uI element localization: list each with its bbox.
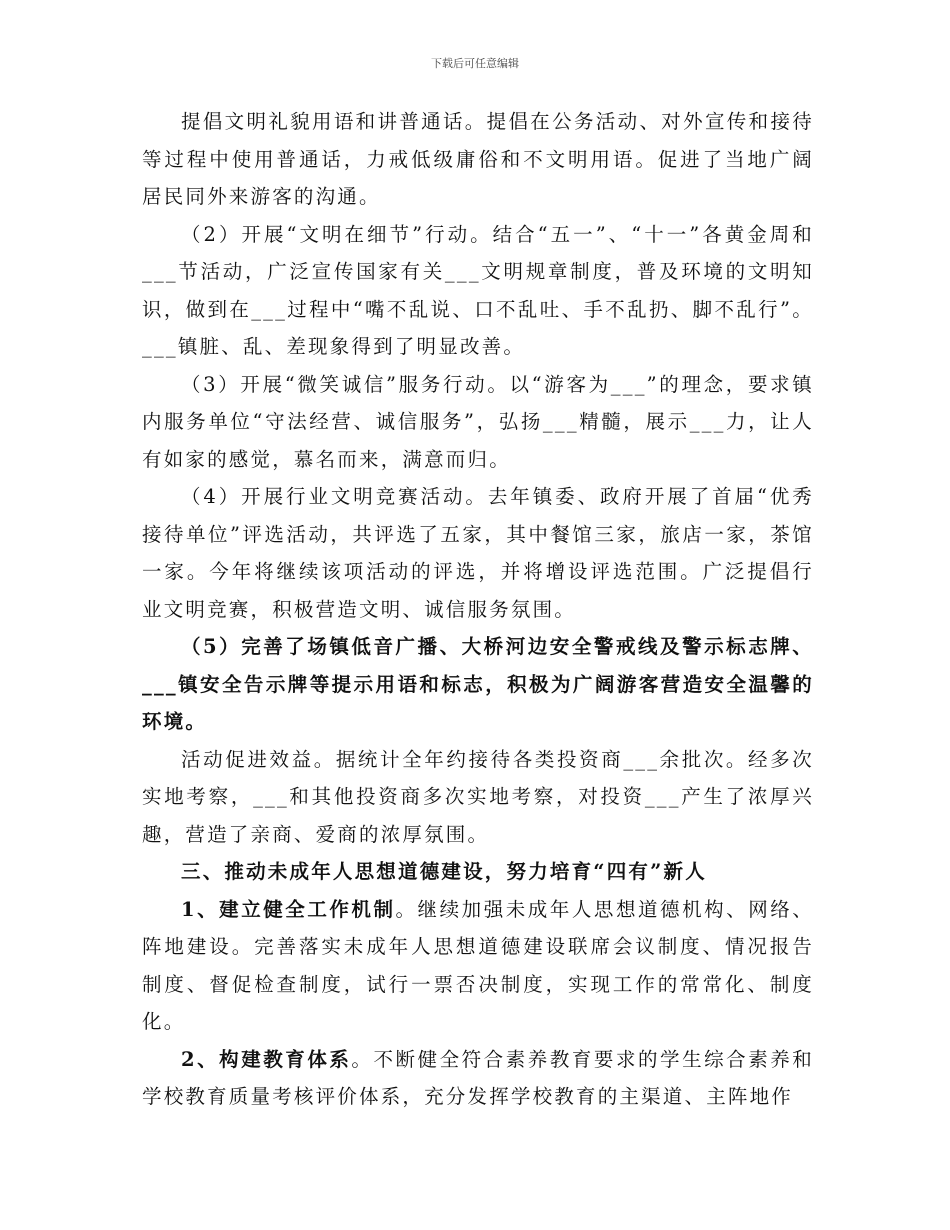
paragraph-5: （5）完善了场镇低音广播、大桥河边安全警戒线及警示标志牌、___镇安全告示牌等提示用语和标志，积极为广阔游客营造安全温馨的环境。 [142,635,814,733]
paragraph-8-lead: 1、建立健全工作机制 [181,897,396,921]
paragraph-8 [142,891,814,1041]
paragraph-8-text: 。继续加强未成年人思想道德机构、网络、阵地建设。完善落实未成年人思想道德建设联席会议制度、情况报告制度、督促检查制度，试行一票否决制度，实现工作的常常化、制度化。 [142,897,814,1033]
paragraph-3: （3）开展“微笑诚信”服务行动。以“游客为___”的理念，要求镇内服务单位“守法经营、诚信服务”，弘扬___精髓，展示___力，让人有如家的感觉，慕名而来，满意而归。 [142,372,814,471]
document-body [142,103,814,1116]
paragraph-9-text: 。不断健全符合素养教育要求的学生综合素养和学校教育质量考核评价体系，充分发挥学校教育的主渠道、主阵地作 [142,1047,814,1108]
paragraph-2: （2）开展“文明在细节”行动。结合“五一”、“十一”各黄金周和___节活动，广泛宣传国家有关___文明规章制度，普及环境的文明知识，做到在___过程中“嘴不乱说、口不乱吐、手不乱扔、脚不乱行”。___镇脏、乱、差现象得到了明显改善。 [142,222,814,358]
paragraph-9-lead: 2、构建教育体系 [181,1047,352,1071]
paragraph-1: 提倡文明礼貌用语和讲普通话。提倡在公务活动、对外宣传和接待等过程中使用普通话，力戒低级庸俗和不文明用语。促进了当地广阔居民同外来游客的沟通。 [142,110,814,208]
paragraph-4: （4）开展行业文明竞赛活动。去年镇委、政府开展了首届“优秀接待单位”评选活动，共评选了五家，其中餐馆三家，旅店一家，茶馆一家。今年将继续该项活动的评选，并将增设评选范围。广泛提倡行业文明竞赛，积极营造文明、诚信服务氛围。 [142,485,814,621]
section-heading: 三、推动未成年人思想道德建设，努力培育“四有”新人 [181,860,707,883]
page-header: 下载后可任意编辑 [431,57,519,70]
paragraph-9 [142,1041,814,1116]
paragraph-6: 活动促进效益。据统计全年约接待各类投资商___余批次。经多次实地考察，___和其他投资商多次实地考察，对投资___产生了浓厚兴趣，营造了亲商、爱商的浓厚氛围。 [142,747,814,846]
